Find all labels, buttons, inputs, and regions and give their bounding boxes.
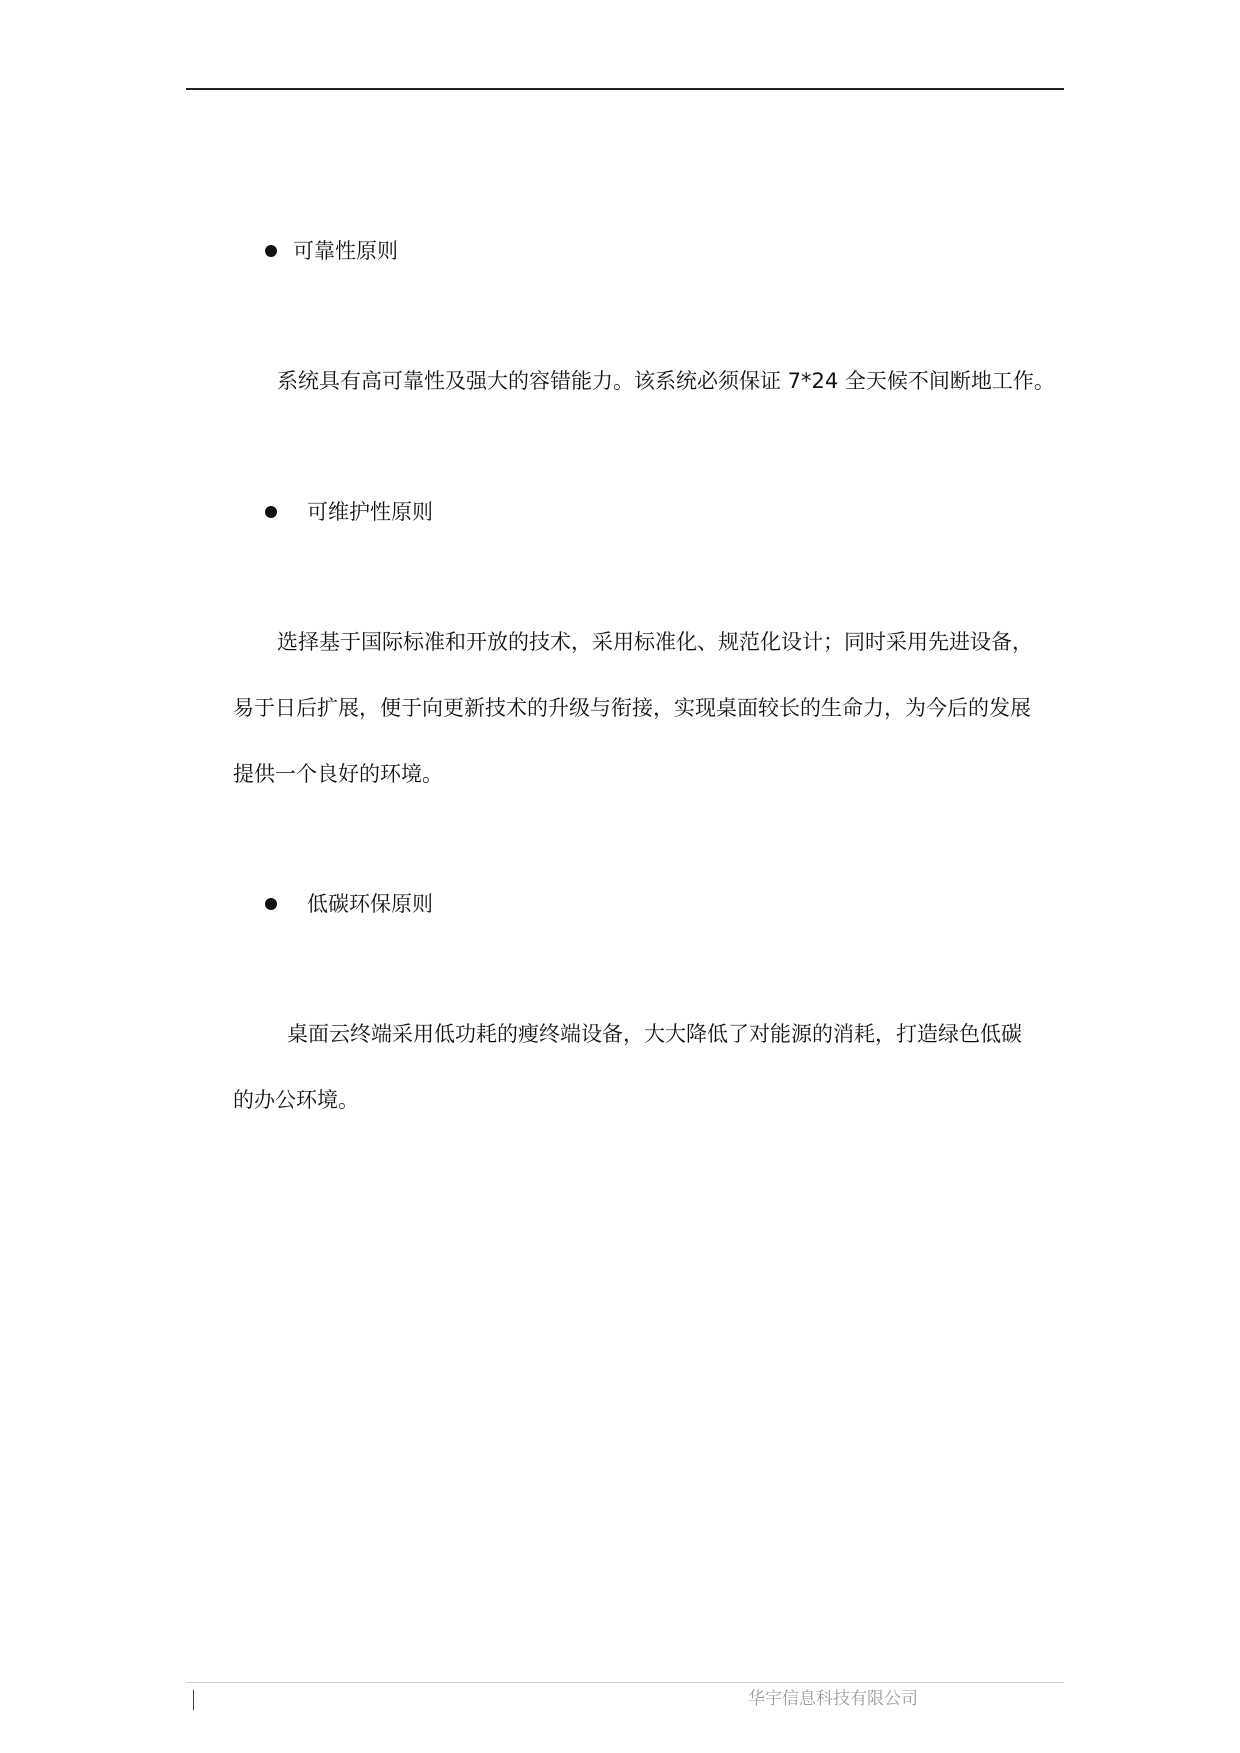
paragraph-line: 易于日后扩展，便于向更新技术的升级与衔接，实现桌面较长的生命力，为今后的发展: [233, 696, 1031, 720]
bullet-icon: [265, 898, 277, 910]
paragraph-maintainability: [233, 609, 1063, 807]
header-rule: [186, 88, 1064, 90]
heading-text: 可靠性原则: [293, 239, 398, 263]
footer-company-name: 华宇信息科技有限公司: [748, 1689, 918, 1709]
footer-bar: [193, 1690, 194, 1710]
paragraph-reliability: [233, 348, 1063, 414]
section-heading-maintainability: [265, 497, 433, 527]
section-heading-reliability: [265, 236, 398, 266]
paragraph-line: 选择基于国际标准和开放的技术，采用标准化、规范化设计；同时采用先进设备，: [277, 630, 1033, 654]
bullet-icon: [265, 506, 277, 518]
paragraph-low-carbon: [233, 1001, 1063, 1133]
paragraph-line: 系统具有高可靠性及强大的容错能力。该系统必须保证 7*24 全天候不间断地工作。: [277, 369, 1055, 393]
heading-text: 低碳环保原则: [307, 892, 433, 916]
bullet-icon: [265, 245, 277, 257]
paragraph-line: 桌面云终端采用低功耗的瘦终端设备，大大降低了对能源的消耗，打造绿色低碳: [287, 1022, 1022, 1046]
footer-rule: [186, 1682, 1064, 1683]
section-heading-low-carbon: [265, 889, 433, 919]
paragraph-line: 提供一个良好的环境。: [233, 762, 443, 786]
paragraph-line: 的办公环境。: [233, 1088, 359, 1112]
heading-text: 可维护性原则: [307, 500, 433, 524]
